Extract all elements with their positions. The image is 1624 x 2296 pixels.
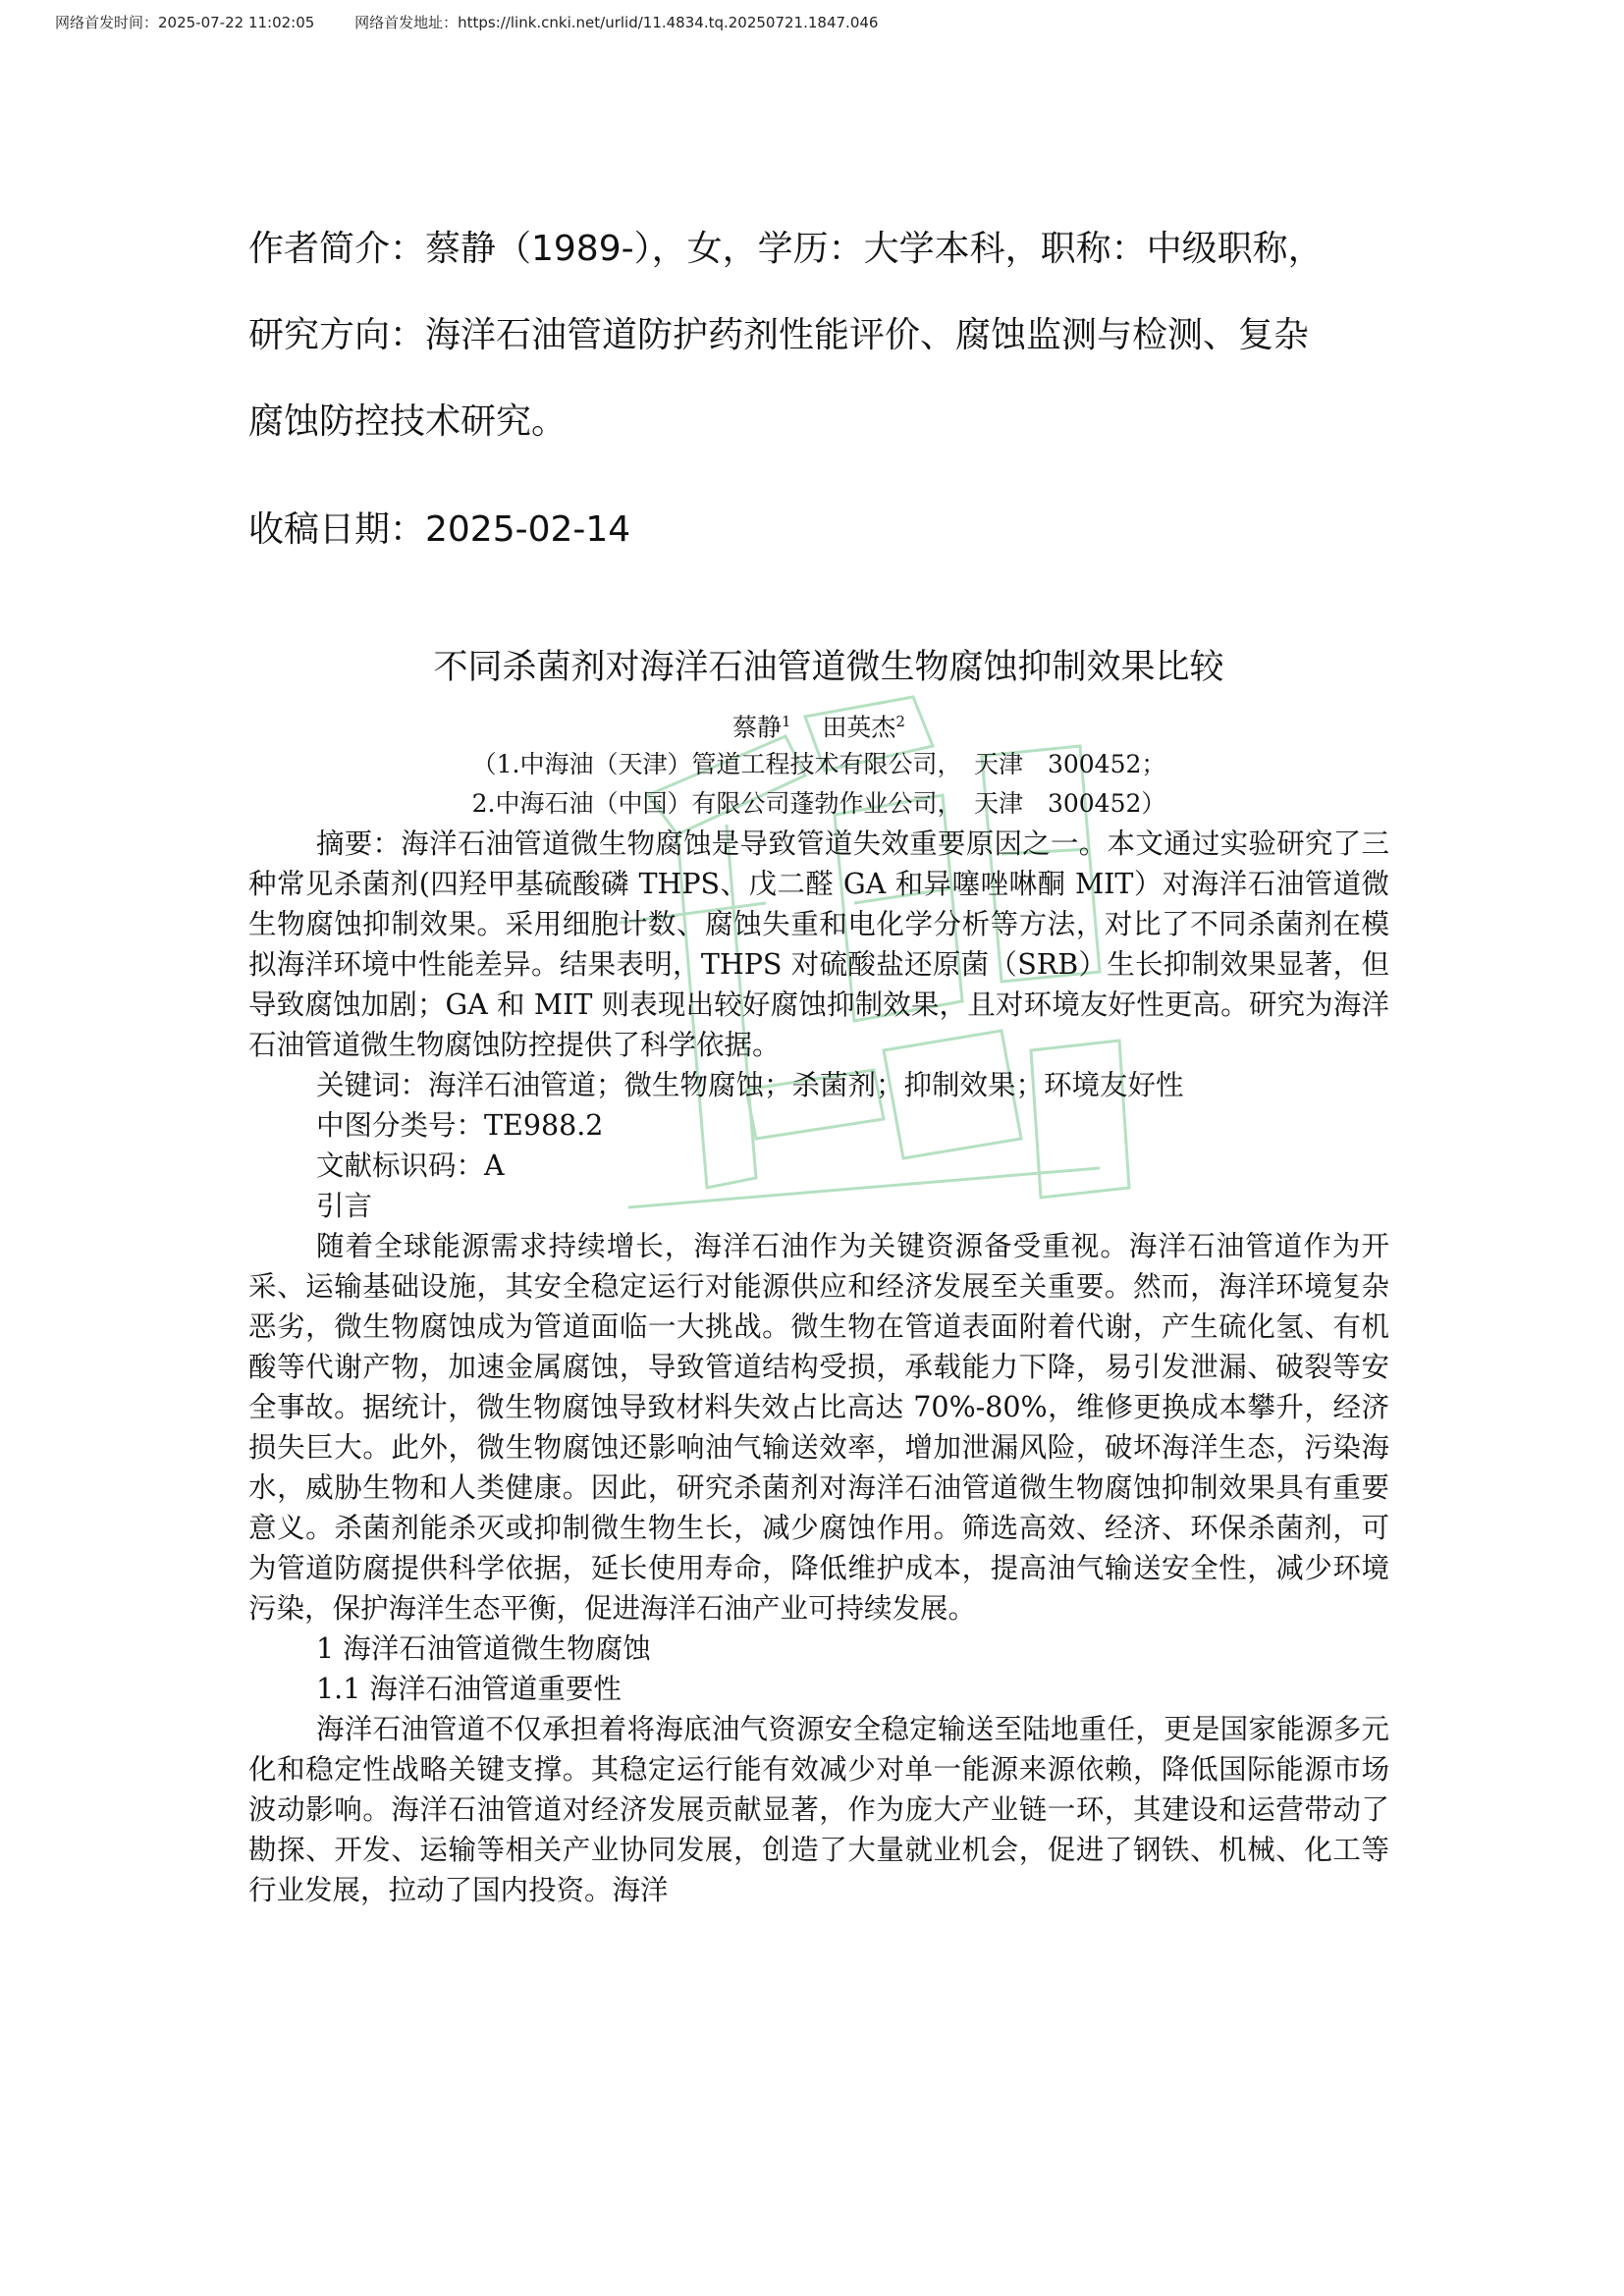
intro-paragraph: 随着全球能源需求持续增长，海洋石油作为关键资源备受重视。海洋石油管道作为开采、运输基础设施，其安全稳定运行对能源供应和经济发展至关重要。然而，海洋环境复杂恶劣，微生物腐蚀成为管道面临一大挑战。微生物在管道表面附着代谢，产生硫化氢、有机酸等代谢产物，加速金属腐蚀，导致管道结构受损，承载能力下降，易引发泄漏、破裂等安全事故。据统计，微生物腐蚀导致材料失效占比高达 70%-80%，维修更换成本攀升，经济损失巨大。此外，微生物腐蚀还影响油气输送效率，增加泄漏风险，破坏海洋生态，污染海水，威胁生物和人类健康。因此，研究杀菌剂对海洋石油管道微生物腐蚀抑制效果具有重要意义。杀菌剂能杀灭或抑制微生物生长，减少腐蚀作用。筛选高效、经济、环保杀菌剂，可为管道防腐提供科学依据，延长使用寿命，降低维护成本，提高油气输送安全性，减少环境污染，保护海洋生态平衡，促进海洋石油产业可持续发展。	[248, 1230, 1389, 1626]
author-note	[248, 206, 1446, 573]
publish-time: 网络首发时间：2025-07-22 11:02:05	[55, 14, 315, 31]
section-heading-intro: 引言	[316, 1190, 373, 1223]
section-1-1-paragraph: 海洋石油管道不仅承担着将海底油气资源安全稳定输送至陆地重任，更是国家能源多元化和稳定性战略关键支撑。其稳定运行能有效减少对单一能源来源依赖，降低国际能源市场波动影响。海洋石油管道对经济发展贡献显著，作为庞大产业链一环，其建设和运营带动了勘探、开发、运输等相关产业协同发展，创造了大量就业机会，促进了钢铁、机械、化工等行业发展，拉动了国内投资。海洋	[248, 1713, 1389, 1907]
author-bio-line: 腐蚀防控技术研究。	[248, 401, 568, 442]
abstract: 摘要：海洋石油管道微生物腐蚀是导致管道失效重要原因之一。本文通过实验研究了三种常见杀菌剂(四羟甲基硫酸磷 THPS、戊二醛 GA 和异噻唑啉酮 MIT）对海洋石油管道微生物腐蚀抑制效果。采用细胞计数、腐蚀失重和电化学分析等方法，对比了不同杀菌剂在模拟海洋环境中性能差异。结果表明，THPS 对硫酸盐还原菌（SRB）生长抑制效果显著，但导致腐蚀加剧；GA 和 MIT 则表现出较好腐蚀抑制效果，且对环境友好性更高。研究为海洋石油管道微生物腐蚀防控提供了科学依据。	[248, 828, 1389, 1062]
author-name: 田英杰	[822, 713, 896, 742]
author-affil-mark: 2	[895, 713, 905, 730]
keywords: 关键词：海洋石油管道；微生物腐蚀；杀菌剂；抑制效果；环境友好性	[316, 1069, 1184, 1102]
author-bio-line: 研究方向：海洋石油管道防护药剂性能评价、腐蚀监测与检测、复杂	[248, 315, 1310, 355]
section-heading-1: 1 海洋石油管道微生物腐蚀	[316, 1632, 651, 1666]
received-date: 收稿日期：2025-02-14	[248, 509, 631, 550]
author-name: 蔡静	[732, 713, 783, 742]
clc-number: 中图分类号：TE988.2	[316, 1109, 604, 1143]
document-code: 文献标识码：A	[316, 1149, 505, 1183]
cnki-publish-header	[55, 12, 1567, 32]
paper-body	[248, 824, 1389, 1910]
publish-url: 网络首发地址：https://link.cnki.net/urlid/11.4834.tq.20250721.1847.046	[354, 14, 879, 31]
author-bio-line: 作者简介：蔡静（1989-），女，学历：大学本科，职称：中级职称，	[248, 229, 1324, 269]
affiliation: 2.中海石油（中国）有限公司蓬勃作业公司， 天津 300452）	[471, 789, 1166, 819]
section-heading-1-1: 1.1 海洋石油管道重要性	[316, 1673, 622, 1706]
affiliation: （1.中海油（天津）管道工程技术有限公司， 天津 300452；	[471, 750, 1166, 779]
author-affil-mark: 1	[782, 713, 791, 730]
paper-authors	[248, 704, 1389, 745]
paper-main	[248, 643, 1389, 1910]
paper-title: 不同杀菌剂对海洋石油管道微生物腐蚀抑制效果比较	[433, 648, 1224, 687]
